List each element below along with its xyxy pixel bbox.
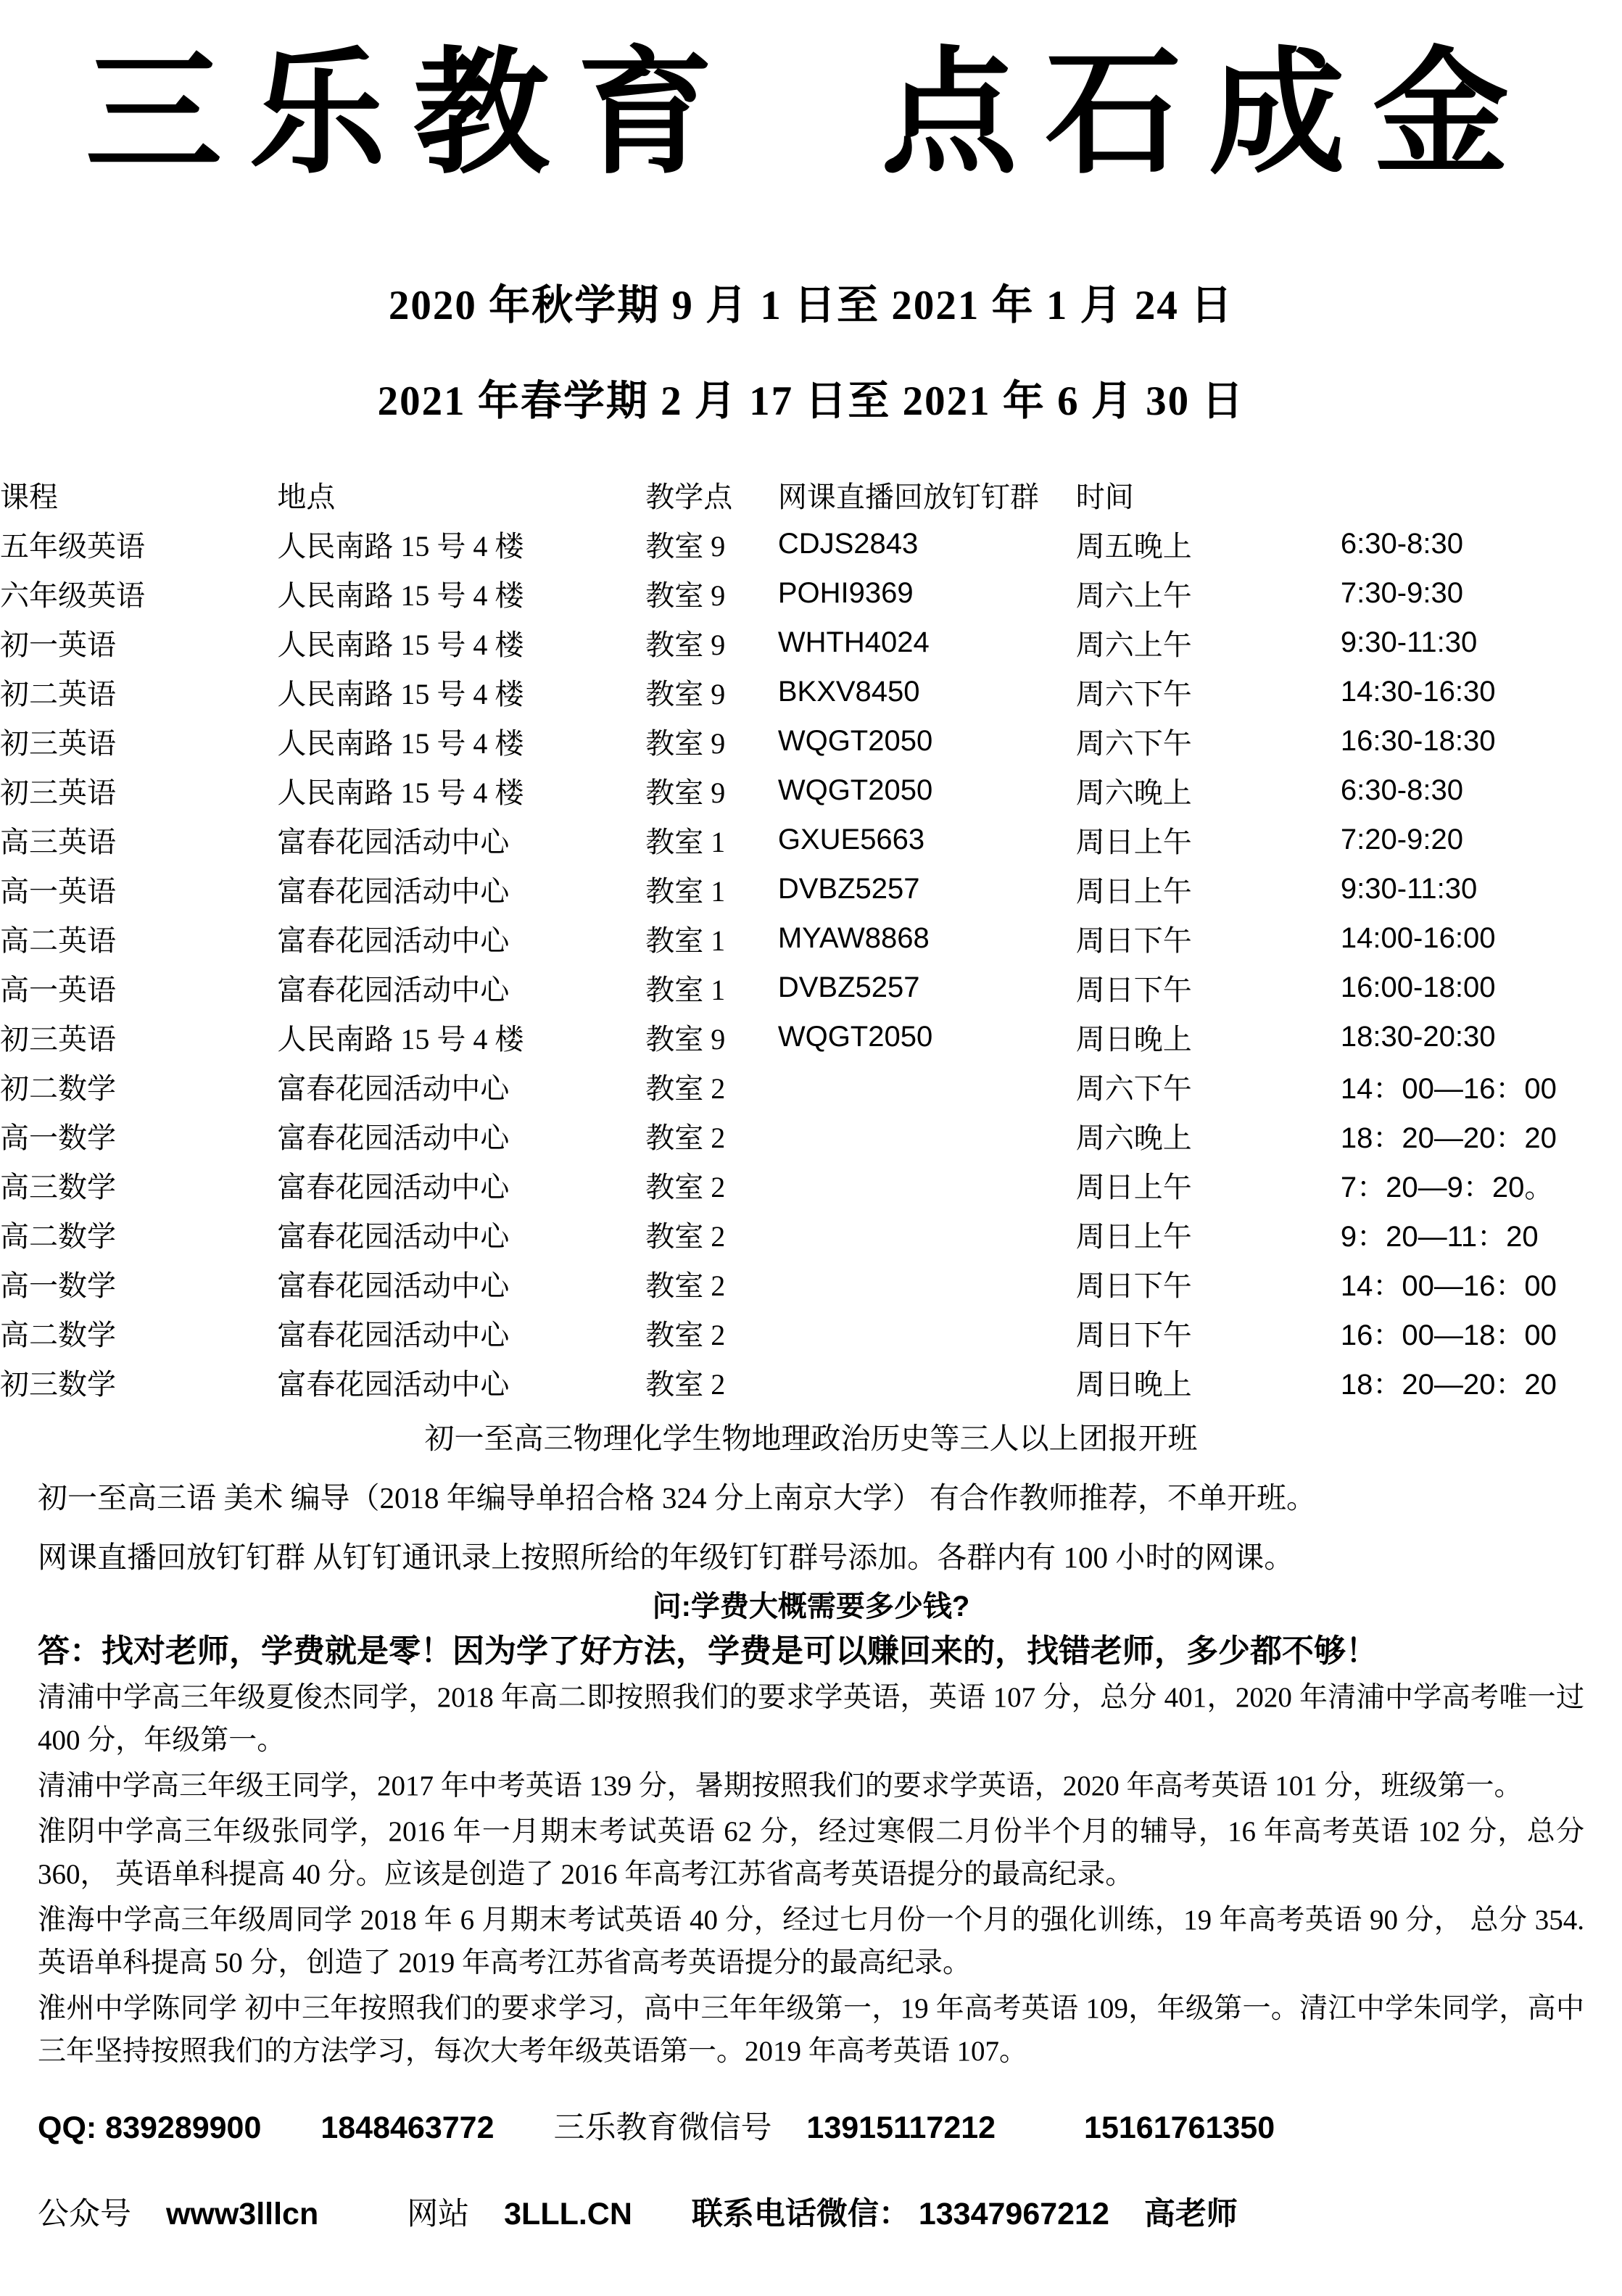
course-cell: 初三数学 — [0, 1367, 116, 1401]
location-cell: 富春花园活动中心 — [277, 1318, 510, 1351]
table-row — [0, 766, 1622, 815]
table-header-row — [0, 470, 1622, 519]
dingtalk-group-code: GXUE5663 — [777, 823, 925, 855]
dingtalk-group-code: CDJS2843 — [777, 527, 919, 560]
course-cell: 高三英语 — [0, 825, 116, 858]
time-cell: 16:00-18:00 — [1340, 971, 1496, 1003]
classroom-cell: 教室 1 — [645, 825, 726, 858]
time-cell: 14：00—16：00 — [1340, 1072, 1557, 1105]
table-row — [0, 716, 1622, 766]
dingtalk-group-code: POHI9369 — [777, 576, 914, 609]
day-cell: 周日上午 — [1075, 874, 1192, 908]
classroom-cell: 教室 2 — [645, 1170, 726, 1203]
page-title: 三乐教育 点石成金 — [85, 33, 1537, 193]
location-cell: 富春花园活动中心 — [277, 874, 510, 908]
table-row — [0, 1061, 1622, 1111]
table-row — [0, 1357, 1622, 1406]
course-cell: 初二英语 — [0, 677, 116, 710]
dingtalk-group-code: WQGT2050 — [777, 724, 933, 757]
student-story-paragraph: 淮阴中学高三年级张同学，2016 年一月期末考试英语 62 分，经过寒假二月份半个月的辅导，16 年高考英语 102 分，总分 360， 英语单科提高 40 分。应该是创造了 2016 年高考江苏省高考英语提分的最高纪录。 — [38, 1816, 1584, 1891]
dingtalk-group-code — [778, 1308, 1076, 1357]
table-row — [0, 618, 1622, 667]
day-cell: 周日下午 — [1075, 973, 1192, 1006]
time-cell: 6:30-8:30 — [1340, 774, 1463, 806]
course-cell: 初三英语 — [0, 1022, 116, 1056]
dingtalk-group-code — [778, 1357, 1076, 1406]
header-dingtalk-group: 网课直播回放钉钉群 — [777, 480, 1039, 513]
classroom-cell: 教室 9 — [645, 677, 726, 710]
time-cell: 14:30-16:30 — [1340, 675, 1496, 708]
location-cell: 富春花园活动中心 — [277, 1170, 510, 1203]
table-row — [0, 913, 1622, 963]
website-value: 3LLL.CN — [504, 2197, 632, 2232]
student-story-paragraph: 淮海中学高三年级周同学 2018 年 6 月期末考试英语 40 分，经过七月份一个月的强化训练，19 年高考英语 90 分， 总分 354. 英语单科提高 50 分，创造了 2019 年高考江苏省高考英语提分的最高纪录。 — [38, 1905, 1584, 1979]
dingtalk-instructions-note: 网课直播回放钉钉群 从钉钉通讯录上按照所给的年级钉钉群号添加。各群内有 100 小时的网课。 — [38, 1541, 1294, 1575]
header-location: 地点 — [277, 480, 336, 513]
course-cell: 高二数学 — [0, 1219, 116, 1253]
time-cell: 6:30-8:30 — [1340, 527, 1463, 560]
location-cell: 人民南路 15 号 4 楼 — [277, 628, 524, 661]
day-cell: 周日上午 — [1075, 825, 1192, 858]
location-cell: 富春花园活动中心 — [277, 973, 510, 1006]
qq-numbers: QQ: 839289900 — [38, 2110, 262, 2146]
time-cell: 14:00-16:00 — [1340, 921, 1496, 954]
dingtalk-group-code: MYAW8868 — [777, 921, 930, 954]
location-cell: 富春花园活动中心 — [277, 1121, 510, 1154]
table-row — [0, 1012, 1622, 1061]
location-cell: 人民南路 15 号 4 楼 — [277, 579, 524, 612]
header-classroom: 教学点 — [645, 480, 733, 513]
course-cell: 高一英语 — [0, 973, 116, 1006]
location-cell: 富春花园活动中心 — [277, 1269, 510, 1302]
course-cell: 五年级英语 — [0, 529, 145, 563]
table-row — [0, 1259, 1622, 1308]
day-cell: 周日下午 — [1075, 1318, 1192, 1351]
time-cell: 16：00—18：00 — [1340, 1319, 1557, 1351]
classroom-cell: 教室 9 — [645, 726, 726, 760]
course-cell: 初二数学 — [0, 1072, 116, 1105]
course-cell: 初三英语 — [0, 776, 116, 809]
location-cell: 富春花园活动中心 — [277, 1219, 510, 1253]
table-row — [0, 667, 1622, 716]
classroom-cell: 教室 2 — [645, 1219, 726, 1253]
classroom-cell: 教室 1 — [645, 874, 726, 908]
classroom-cell: 教室 9 — [645, 628, 726, 661]
student-stories — [38, 1676, 1584, 2073]
qq-number-2: 1848463772 — [320, 2110, 495, 2146]
day-cell: 周日上午 — [1075, 1219, 1192, 1253]
classroom-cell: 教室 1 — [645, 924, 726, 957]
time-cell: 7：20—9：20。 — [1340, 1171, 1554, 1203]
time-cell: 9：20—11：20 — [1340, 1220, 1539, 1253]
student-story-paragraph: 清浦中学高三年级王同学，2017 年中考英语 139 分，暑期按照我们的要求学英语，2020 年高考英语 101 分，班级第一。 — [38, 1770, 1523, 1802]
location-cell: 富春花园活动中心 — [277, 924, 510, 957]
location-cell: 人民南路 15 号 4 楼 — [277, 529, 524, 563]
course-cell: 高一数学 — [0, 1269, 116, 1302]
table-row — [0, 864, 1622, 913]
course-cell: 初三英语 — [0, 726, 116, 760]
phone-wechat-number: 13347967212 — [918, 2197, 1109, 2232]
wechat-number-2: 15161761350 — [1084, 2110, 1275, 2146]
location-cell: 富春花园活动中心 — [277, 825, 510, 858]
header-course: 课程 — [0, 480, 58, 513]
classroom-cell: 教室 2 — [645, 1269, 726, 1302]
course-schedule-table — [0, 470, 1622, 1406]
course-cell: 高一数学 — [0, 1121, 116, 1154]
day-cell: 周六上午 — [1075, 628, 1192, 661]
contact-line-qq-wechat — [0, 2103, 1622, 2147]
location-cell: 人民南路 15 号 4 楼 — [277, 776, 524, 809]
table-row — [0, 568, 1622, 618]
location-cell: 富春花园活动中心 — [277, 1367, 510, 1401]
time-cell: 18:30-20:30 — [1340, 1020, 1496, 1053]
day-cell: 周日晚上 — [1075, 1022, 1192, 1056]
time-cell: 18：20—20：20 — [1340, 1368, 1557, 1401]
header-spacer — [1341, 470, 1622, 519]
dingtalk-group-code — [778, 1061, 1076, 1111]
table-row — [0, 963, 1622, 1012]
time-cell: 7:30-9:30 — [1340, 576, 1463, 609]
table-row — [0, 815, 1622, 864]
time-cell: 9:30-11:30 — [1340, 872, 1478, 905]
day-cell: 周六上午 — [1075, 579, 1192, 612]
table-row — [0, 519, 1622, 568]
semester-dates — [0, 278, 1622, 429]
day-cell: 周五晚上 — [1075, 529, 1192, 563]
classroom-cell: 教室 2 — [645, 1318, 726, 1351]
classroom-cell: 教室 9 — [645, 1022, 726, 1056]
day-cell: 周日晚上 — [1075, 1367, 1192, 1401]
dingtalk-group-code: BKXV8450 — [777, 675, 920, 708]
day-cell: 周六晚上 — [1075, 776, 1192, 809]
dingtalk-group-code: WQGT2050 — [777, 774, 933, 806]
course-cell: 高二数学 — [0, 1318, 116, 1351]
official-account-value: www3lllcn — [165, 2197, 319, 2232]
art-courses-note: 初一至高三语 美术 编导（2018 年编导单招合格 324 分上南京大学） 有合作教师推荐，不单开班。 — [38, 1481, 1316, 1515]
website-label: 网站 — [407, 2197, 470, 2232]
dingtalk-group-code: WHTH4024 — [777, 626, 930, 658]
location-cell: 人民南路 15 号 4 楼 — [277, 726, 524, 760]
course-cell: 高一英语 — [0, 874, 116, 908]
table-row — [0, 1209, 1622, 1259]
teacher-name: 高老师 — [1143, 2197, 1238, 2232]
group-enrollment-note: 初一至高三物理化学生物地理政治历史等三人以上团报开班 — [424, 1422, 1198, 1456]
dingtalk-group-code: DVBZ5257 — [777, 971, 920, 1003]
dingtalk-group-code: WQGT2050 — [777, 1020, 933, 1053]
contact-line-web-phone — [0, 2189, 1622, 2234]
classroom-cell: 教室 2 — [645, 1072, 726, 1105]
location-cell: 人民南路 15 号 4 楼 — [277, 1022, 524, 1056]
wechat-number-1: 13915117212 — [806, 2110, 996, 2146]
dingtalk-group-code: DVBZ5257 — [777, 872, 920, 905]
day-cell: 周日上午 — [1075, 1170, 1192, 1203]
table-row — [0, 1160, 1622, 1209]
classroom-cell: 教室 9 — [645, 579, 726, 612]
course-cell: 高三数学 — [0, 1170, 116, 1203]
table-row — [0, 1111, 1622, 1160]
fall-term-line: 2020 年秋学期 9 月 1 日至 2021 年 1 月 24 日 — [388, 283, 1234, 329]
header-time: 时间 — [1075, 480, 1134, 513]
classroom-cell: 教室 9 — [645, 776, 726, 809]
table-row — [0, 1308, 1622, 1357]
classroom-cell: 教室 1 — [645, 973, 726, 1006]
classroom-cell: 教室 2 — [645, 1367, 726, 1401]
time-cell: 14：00—16：00 — [1340, 1269, 1557, 1302]
time-cell: 18：20—20：20 — [1340, 1122, 1557, 1154]
phone-wechat-label: 联系电话微信： — [691, 2197, 910, 2232]
day-cell: 周六下午 — [1075, 1072, 1192, 1105]
tuition-question: 问:学费大概需要多少钱? — [652, 1591, 970, 1623]
table-body — [0, 519, 1622, 1406]
classroom-cell: 教室 2 — [645, 1121, 726, 1154]
course-cell: 初一英语 — [0, 628, 116, 661]
location-cell: 富春花园活动中心 — [277, 1072, 510, 1105]
dingtalk-group-code — [778, 1111, 1076, 1160]
student-story-paragraph: 清浦中学高三年级夏俊杰同学，2018 年高二即按照我们的要求学英语，英语 107 分，总分 401，2020 年清浦中学高考唯一过 400 分，年级第一。 — [38, 1682, 1584, 1757]
day-cell: 周日下午 — [1075, 1269, 1192, 1302]
day-cell: 周六下午 — [1075, 726, 1192, 760]
day-cell: 周六下午 — [1075, 677, 1192, 710]
dingtalk-group-code — [778, 1160, 1076, 1209]
dingtalk-group-code — [778, 1209, 1076, 1259]
tuition-answer: 答：找对老师，学费就是零！因为学了好方法，学费是可以赚回来的，找错老师，多少都不够！ — [38, 1633, 1378, 1670]
spring-term-line: 2021 年春学期 2 月 17 日至 2021 年 6 月 30 日 — [377, 378, 1245, 425]
location-cell: 人民南路 15 号 4 楼 — [277, 677, 524, 710]
time-cell: 16:30-18:30 — [1340, 724, 1496, 757]
time-cell: 9:30-11:30 — [1340, 626, 1478, 658]
official-account-label: 公众号 — [38, 2197, 131, 2232]
classroom-cell: 教室 9 — [645, 529, 726, 563]
course-cell: 高二英语 — [0, 924, 116, 957]
day-cell: 周日下午 — [1075, 924, 1192, 957]
course-cell: 六年级英语 — [0, 579, 145, 612]
day-cell: 周六晚上 — [1075, 1121, 1192, 1154]
student-story-paragraph: 淮州中学陈同学 初中三年按照我们的要求学习，高中三年年级第一，19 年高考英语 109，年级第一。清江中学朱同学，高中三年坚持按照我们的方法学习，每次大考年级英语第一。2019 年高考英语 107。 — [38, 1993, 1584, 2068]
wechat-id-label: 三乐教育微信号 — [553, 2111, 772, 2146]
dingtalk-group-code — [778, 1259, 1076, 1308]
time-cell: 7:20-9:20 — [1340, 823, 1463, 855]
